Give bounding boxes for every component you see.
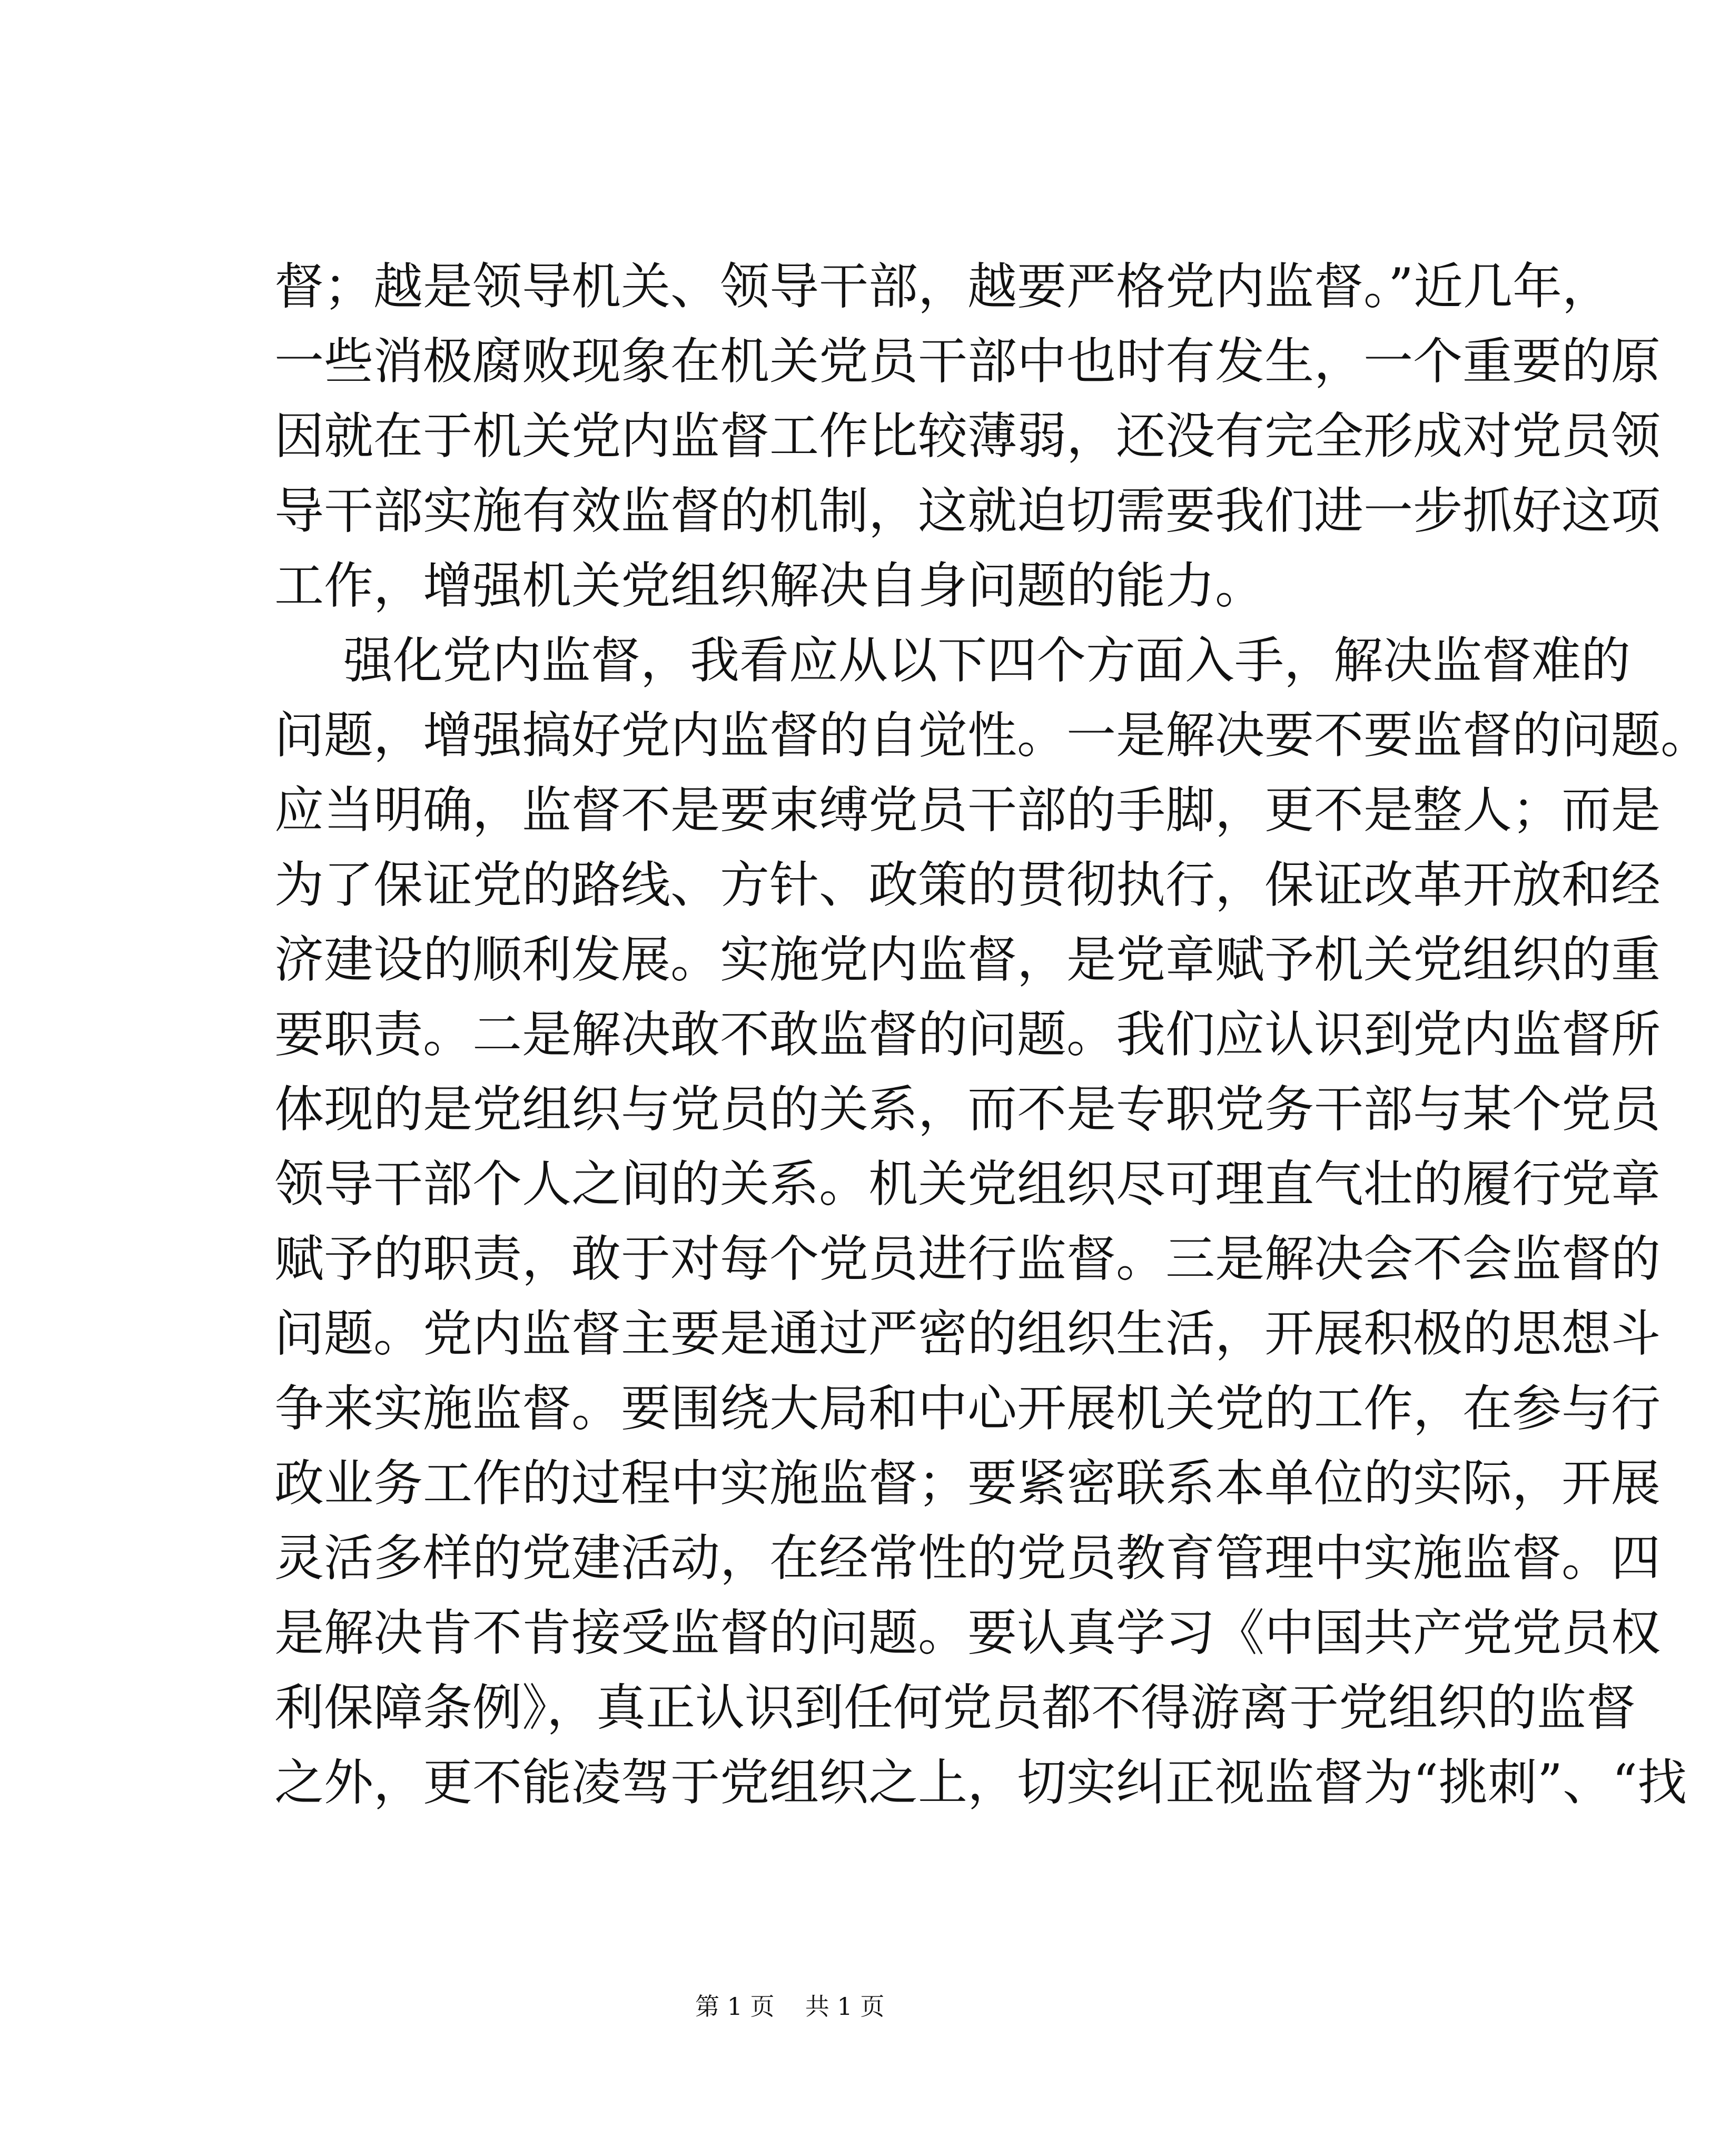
page-number-footer <box>695 1991 885 2023</box>
text-line: 领导干部个人之间的关系。机关党组织尽可理直气壮的履行党章 <box>274 1156 1661 1213</box>
text-line: 问题。党内监督主要是通过严密的组织生活，开展积极的思想斗 <box>274 1305 1661 1363</box>
page-label-suffix: 页 <box>750 1992 775 2021</box>
text-line: 为了保证党的路线、方针、政策的贯彻执行，保证改革开放和经 <box>274 857 1661 914</box>
text-line: 利保障条例》，真正认识到任何党员都不得游离于党组织的监督 <box>274 1679 1636 1737</box>
text-line: 工作，增强机关党组织解决自身问题的能力。 <box>274 557 1265 615</box>
text-line: 体现的是党组织与党员的关系，而不是专职党务干部与某个党员 <box>274 1081 1661 1138</box>
text-line: 一些消极腐败现象在机关党员干部中也时有发生，一个重要的原 <box>274 333 1661 390</box>
document-body <box>274 257 1710 1828</box>
total-label-prefix: 共 <box>805 1992 829 2021</box>
text-line: 应当明确，监督不是要束缚党员干部的手脚，更不是整人；而是 <box>274 782 1661 839</box>
text-line: 导干部实施有效监督的机制，这就迫切需要我们进一步抓好这项 <box>274 483 1661 540</box>
text-line: 强化党内监督，我看应从以下四个方面入手，解决监督难的 <box>343 632 1631 690</box>
text-line: 问题，增强搞好党内监督的自觉性。一是解决要不要监督的问题。 <box>274 707 1710 764</box>
text-line: 督；越是领导机关、领导干部，越要严格党内监督。”近几年， <box>274 258 1612 316</box>
total-label-suffix: 页 <box>860 1992 885 2021</box>
text-line: 争来实施监督。要围绕大局和中心开展机关党的工作，在参与行 <box>274 1380 1661 1438</box>
text-line: 因就在于机关党内监督工作比较薄弱，还没有完全形成对党员领 <box>274 408 1661 465</box>
text-line: 灵活多样的党建活动，在经常性的党员教育管理中实施监督。四 <box>274 1530 1661 1587</box>
current-page-number: 1 <box>727 1992 743 2021</box>
text-line: 济建设的顺利发展。实施党内监督，是党章赋予机关党组织的重 <box>274 931 1661 989</box>
text-line: 要职责。二是解决敢不敢监督的问题。我们应认识到党内监督所 <box>274 1006 1661 1064</box>
text-line: 政业务工作的过程中实施监督；要紧密联系本单位的实际，开展 <box>274 1455 1661 1512</box>
total-page-count: 1 <box>837 1992 853 2021</box>
text-line: 之外，更不能凌驾于党组织之上，切实纠正视监督为“挑刺”、“找 <box>274 1754 1687 1812</box>
text-line: 是解决肯不肯接受监督的问题。要认真学习《中国共产党党员权 <box>274 1604 1661 1662</box>
page-label-prefix: 第 <box>695 1992 719 2021</box>
text-line: 赋予的职责，敢于对每个党员进行监督。三是解决会不会监督的 <box>274 1230 1661 1288</box>
